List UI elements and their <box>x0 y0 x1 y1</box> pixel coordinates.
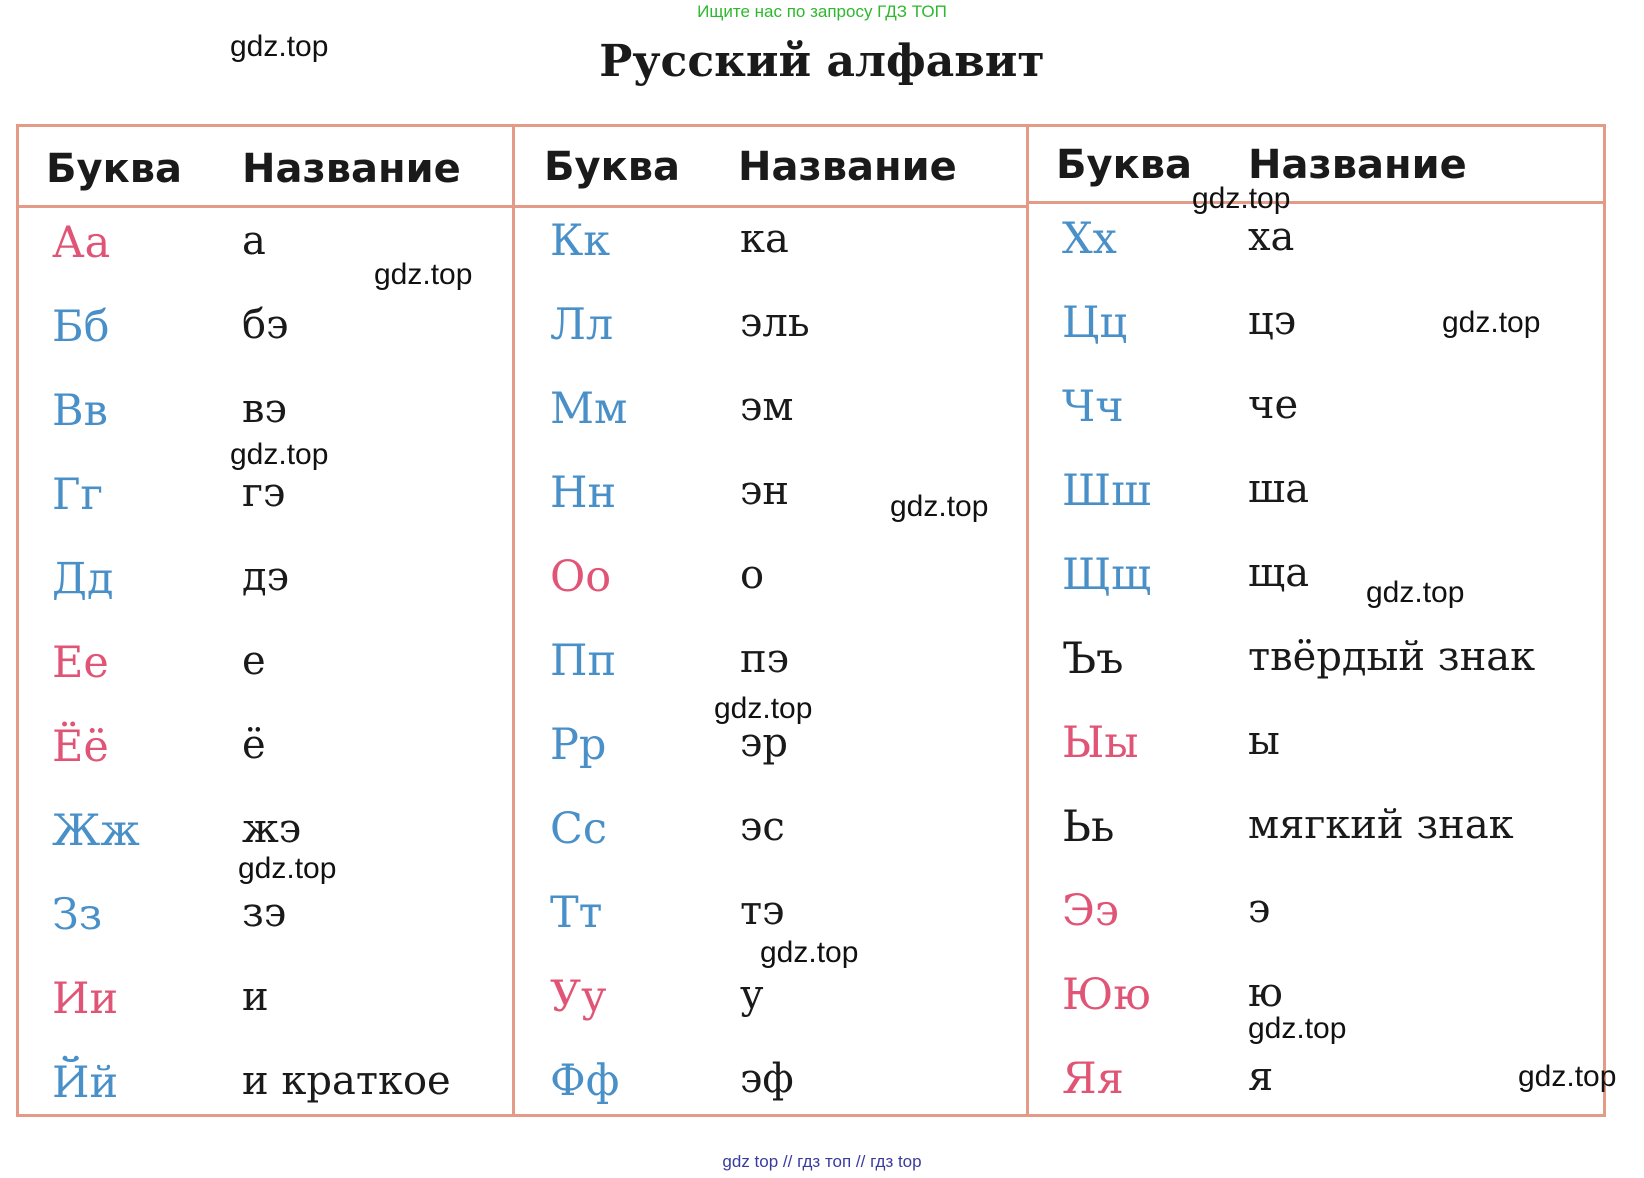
name-cell: ы <box>1248 718 1280 764</box>
name-cell: гэ <box>242 470 286 516</box>
alphabet-row <box>52 1058 522 1142</box>
footer-links: gdz top // гдз топ // гдз top <box>722 1152 922 1171</box>
alphabet-row <box>52 722 522 806</box>
name-cell: а <box>242 218 266 264</box>
watermark: gdz.top <box>1442 306 1541 339</box>
name-cell: тэ <box>740 888 785 934</box>
name-cell: ю <box>1248 970 1283 1016</box>
letter-cell: Зз <box>52 890 103 940</box>
letter-cell: Нн <box>550 468 617 518</box>
name-cell: вэ <box>242 386 287 432</box>
alphabet-row <box>52 554 522 638</box>
alphabet-row <box>550 552 1020 636</box>
alphabet-row <box>52 638 522 722</box>
alphabet-row <box>550 216 1020 300</box>
name-cell: я <box>1248 1054 1274 1100</box>
alphabet-row <box>550 1056 1020 1140</box>
name-cell: мягкий знак <box>1248 802 1514 848</box>
alphabet-row <box>1062 886 1532 970</box>
letter-cell: Аа <box>52 218 111 268</box>
letter-cell: Ьь <box>1062 802 1115 852</box>
alphabet-row <box>550 720 1020 804</box>
alphabet-row <box>550 384 1020 468</box>
watermark: gdz.top <box>1248 1012 1347 1045</box>
header-divider <box>16 205 515 208</box>
alphabet-row <box>550 804 1020 888</box>
name-cell: ка <box>740 216 789 262</box>
letter-cell: Цц <box>1062 298 1128 348</box>
watermark: gdz.top <box>230 30 329 63</box>
alphabet-row <box>1062 802 1532 886</box>
watermark: gdz.top <box>714 692 813 725</box>
name-cell: зэ <box>242 890 287 936</box>
letter-cell: Лл <box>550 300 614 350</box>
letter-cell: Ээ <box>1062 886 1119 936</box>
name-cell: и краткое <box>242 1058 451 1104</box>
name-cell: ша <box>1248 466 1310 512</box>
letter-cell: Гг <box>52 470 103 520</box>
name-cell: ща <box>1248 550 1310 596</box>
name-cell: жэ <box>242 806 302 852</box>
letter-cell: Чч <box>1062 382 1124 432</box>
letter-cell: Дд <box>52 554 114 604</box>
watermark: gdz.top <box>1366 576 1465 609</box>
letter-cell: Вв <box>52 386 108 436</box>
header-name: Название <box>242 146 461 192</box>
letter-cell: Ъъ <box>1062 634 1124 684</box>
letter-cell: Мм <box>550 384 628 434</box>
header-letter: Буква <box>1056 142 1193 188</box>
top-banner: Ищите нас по запросу ГДЗ ТОП <box>697 2 947 21</box>
name-cell: дэ <box>242 554 290 600</box>
name-cell: эль <box>740 300 810 346</box>
name-cell: цэ <box>1248 298 1297 344</box>
letter-cell: Жж <box>52 806 140 856</box>
alphabet-row <box>52 302 522 386</box>
header-letter: Буква <box>544 144 681 190</box>
alphabet-row <box>550 972 1020 1056</box>
letter-cell: Ёё <box>52 722 109 772</box>
name-cell: у <box>740 972 764 1018</box>
letter-cell: Уу <box>550 972 607 1022</box>
name-cell: эн <box>740 468 790 514</box>
alphabet-row <box>1062 718 1532 802</box>
watermark: gdz.top <box>374 258 473 291</box>
letter-cell: Рр <box>550 720 607 770</box>
name-cell: пэ <box>740 636 790 682</box>
watermark: gdz.top <box>1192 182 1291 215</box>
letter-cell: Юю <box>1062 970 1151 1020</box>
alphabet-row <box>1062 214 1532 298</box>
alphabet-row <box>550 300 1020 384</box>
name-cell: эр <box>740 720 789 766</box>
name-cell: ха <box>1248 214 1295 260</box>
header-name: Название <box>738 144 957 190</box>
name-cell: ё <box>242 722 266 768</box>
name-cell: е <box>242 638 266 684</box>
letter-cell: Шш <box>1062 466 1152 516</box>
letter-cell: Ее <box>52 638 109 688</box>
alphabet-row <box>52 974 522 1058</box>
letter-cell: Фф <box>550 1056 620 1106</box>
alphabet-row <box>1062 382 1532 466</box>
name-cell: эм <box>740 384 794 430</box>
header-divider <box>515 205 1029 208</box>
watermark: gdz.top <box>1518 1060 1617 1093</box>
letter-cell: Кк <box>550 216 611 266</box>
alphabet-row <box>1062 466 1532 550</box>
watermark: gdz.top <box>760 936 859 969</box>
watermark: gdz.top <box>238 852 337 885</box>
letter-cell: Сс <box>550 804 607 854</box>
name-cell: э <box>1248 886 1271 932</box>
letter-cell: Щщ <box>1062 550 1152 600</box>
page-title: Русский алфавит <box>599 36 1045 87</box>
letter-cell: Оо <box>550 552 612 602</box>
letter-cell: Хх <box>1062 214 1117 264</box>
letter-cell: Тт <box>550 888 603 938</box>
letter-cell: Йй <box>52 1058 119 1108</box>
header-divider <box>1029 201 1606 204</box>
watermark: gdz.top <box>890 490 989 523</box>
letter-cell: Ыы <box>1062 718 1139 768</box>
name-cell: и <box>242 974 269 1020</box>
letter-cell: Яя <box>1062 1054 1124 1104</box>
letter-cell: Пп <box>550 636 617 686</box>
alphabet-row <box>52 470 522 554</box>
letter-cell: Ии <box>52 974 119 1024</box>
letter-cell: Бб <box>52 302 110 352</box>
alphabet-row <box>1062 634 1536 718</box>
name-cell: эф <box>740 1056 794 1102</box>
name-cell: твёрдый знак <box>1248 634 1536 680</box>
name-cell: бэ <box>242 302 289 348</box>
header-letter: Буква <box>46 146 183 192</box>
alphabet-row <box>1062 1054 1532 1138</box>
name-cell: о <box>740 552 765 598</box>
header-name: Название <box>1248 142 1467 188</box>
column-divider <box>1026 124 1029 1117</box>
alphabet-row <box>52 890 522 974</box>
name-cell: эс <box>740 804 785 850</box>
watermark: gdz.top <box>230 438 329 471</box>
name-cell: че <box>1248 382 1299 428</box>
